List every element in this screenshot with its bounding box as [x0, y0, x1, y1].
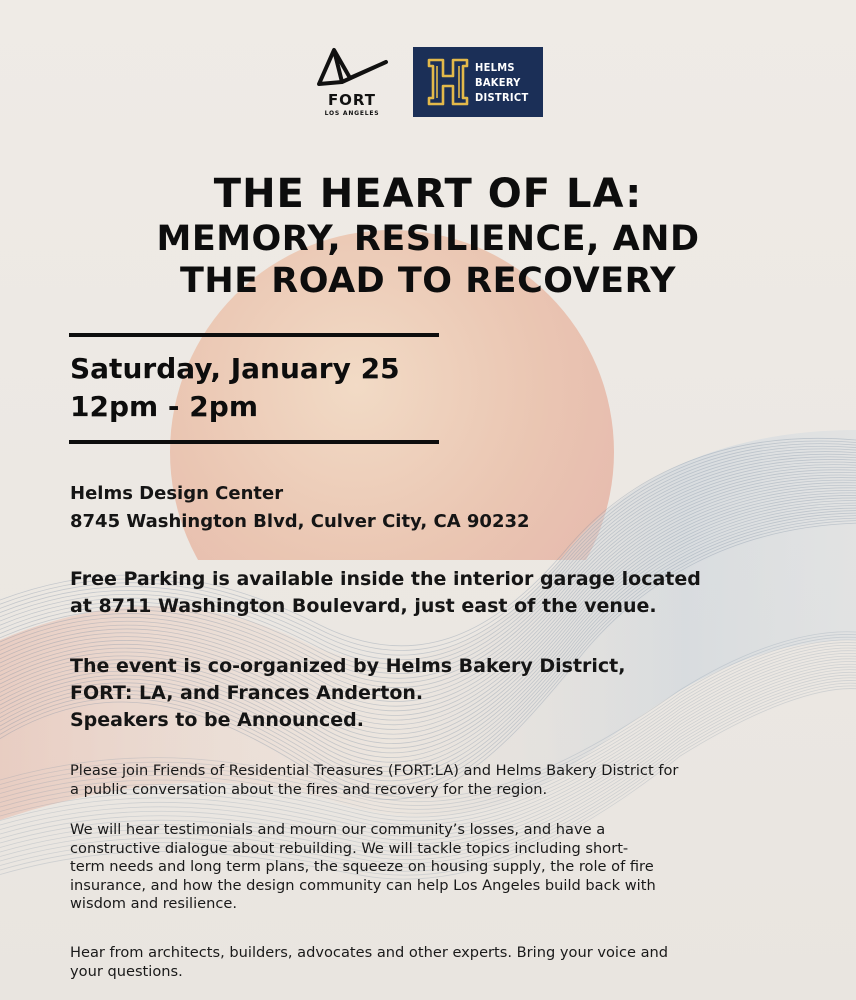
paragraph-line: constructive dialogue about rebuilding. We will tackle topics including short- [70, 839, 629, 857]
parking-line: Free Parking is available inside the interior garage located [70, 568, 701, 590]
venue-name: Helms Design Center [70, 483, 284, 504]
fort-logo [312, 46, 392, 120]
event-headline [0, 170, 856, 302]
helms-logo-line: HELMS [475, 61, 515, 74]
paragraph-line: a public conversation about the fires and recovery for the region. [70, 780, 548, 798]
paragraph-line: your questions. [70, 962, 183, 980]
parking-info [70, 566, 701, 620]
body-paragraph-agenda [70, 821, 790, 914]
body-paragraph-invite [70, 944, 790, 981]
speakers-note: Speakers to be Announced. [70, 709, 364, 731]
organizers-line: FORT: LA, and Frances Anderton. [70, 682, 424, 704]
organizers-info [70, 653, 625, 734]
paragraph-line: Hear from architects, builders, advocates and other experts. Bring your voice and [70, 944, 669, 961]
fort-logo-subtitle: LOS ANGELES [324, 110, 380, 117]
paragraph-line: term needs and long term plans, the squeeze on housing supply, the role of fire [70, 858, 654, 875]
paragraph-line: We will hear testimonials and mourn our community’s losses, and have a [70, 821, 606, 838]
event-date: Saturday, January 25 [70, 352, 400, 385]
divider-top [69, 333, 439, 337]
organizers-line: The event is co-organized by Helms Bakery District, [70, 655, 626, 677]
headline-line-1: THE HEART OF LA: [213, 171, 643, 217]
event-datetime [70, 350, 400, 426]
helms-logo-line: BAKERY [475, 76, 521, 89]
paragraph-line: insurance, and how the design community can help Los Angeles build back with [70, 876, 656, 894]
event-time: 12pm - 2pm [70, 390, 259, 423]
venue-block [70, 480, 530, 536]
paragraph-line: Please join Friends of Residential Treasures (FORT:LA) and Helms Bakery District for [70, 762, 679, 779]
parking-line: at 8711 Washington Boulevard, just east of the venue. [70, 595, 657, 617]
fort-logo-word: FORT [327, 91, 377, 109]
headline-line-2: MEMORY, RESILIENCE, AND [156, 219, 700, 259]
paragraph-line: wisdom and resilience. [70, 895, 238, 912]
helms-h-icon [426, 56, 470, 108]
divider-bottom [69, 440, 439, 444]
fort-mountain-icon [316, 46, 390, 90]
helms-logo-line: DISTRICT [475, 91, 529, 104]
venue-address: 8745 Washington Blvd, Culver City, CA 90232 [70, 511, 530, 532]
body-paragraph-intro [70, 762, 790, 799]
headline-line-3: THE ROAD TO RECOVERY [180, 261, 676, 301]
helms-bakery-district-logo [413, 47, 543, 117]
helms-logo-text [475, 60, 541, 105]
